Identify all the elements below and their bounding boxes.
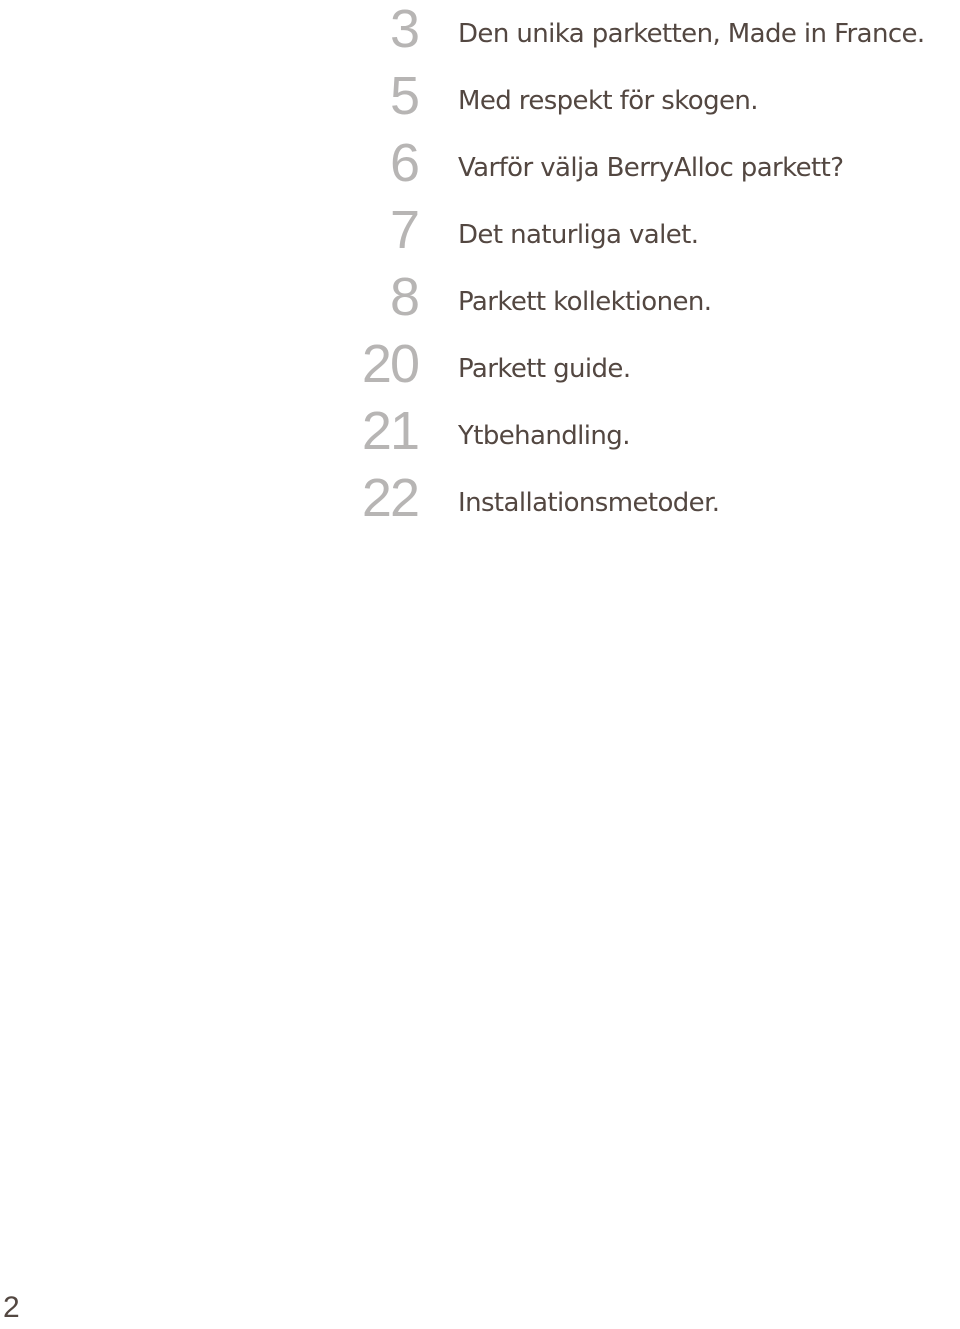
toc-entry[interactable] bbox=[0, 334, 960, 404]
toc-page-number: 21 bbox=[361, 401, 418, 461]
toc-page-number: 20 bbox=[361, 334, 418, 394]
toc-entry[interactable] bbox=[0, 2, 960, 69]
toc-entry[interactable] bbox=[0, 267, 960, 337]
toc-entry[interactable] bbox=[0, 200, 960, 270]
toc-entry[interactable] bbox=[0, 133, 960, 203]
toc-page-number: 22 bbox=[361, 468, 418, 528]
toc-title: Installationsmetoder. bbox=[458, 488, 720, 518]
toc-title: Parkett kollektionen. bbox=[458, 287, 712, 317]
toc-page-number: 6 bbox=[389, 133, 418, 193]
toc-title: Med respekt för skogen. bbox=[458, 86, 758, 116]
page-number: 2 bbox=[3, 1291, 20, 1324]
toc-page-number: 8 bbox=[389, 267, 418, 327]
toc-title: Ytbehandling. bbox=[458, 421, 630, 451]
toc-entry[interactable] bbox=[0, 66, 960, 136]
toc-title: Varför välja BerryAlloc parkett? bbox=[458, 153, 844, 183]
toc-title: Den unika parketten, Made in France. bbox=[458, 19, 925, 49]
toc-title: Parkett guide. bbox=[458, 354, 631, 384]
toc-entry[interactable] bbox=[0, 401, 960, 471]
toc-entry[interactable] bbox=[0, 468, 960, 538]
toc-page-number: 3 bbox=[389, 0, 418, 59]
toc-page-number: 7 bbox=[389, 200, 418, 260]
toc-title: Det naturliga valet. bbox=[458, 220, 699, 250]
toc-page-number: 5 bbox=[389, 66, 418, 126]
